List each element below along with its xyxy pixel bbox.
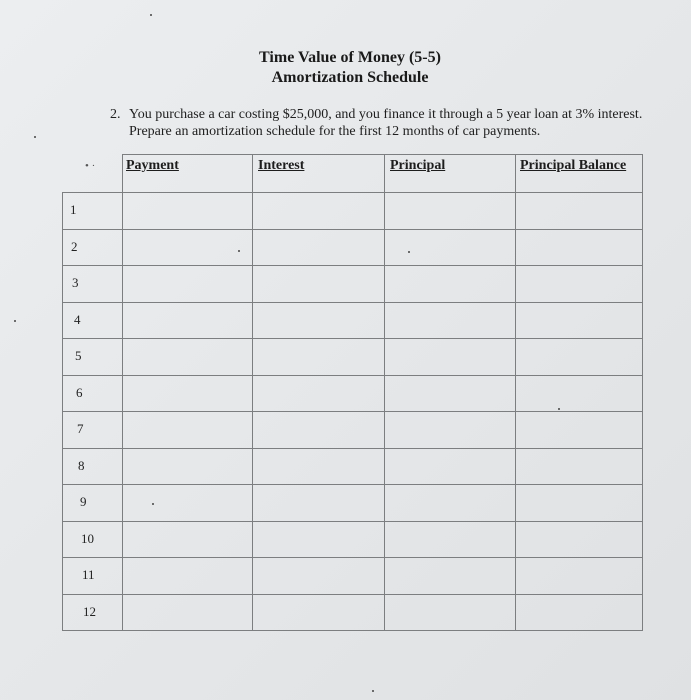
- row-divider: [62, 630, 642, 631]
- row-number: 5: [75, 348, 82, 363]
- column-header: Principal Balance: [520, 158, 627, 173]
- row-number: 7: [77, 421, 84, 436]
- row-divider: [62, 265, 642, 266]
- title-line-2: Amortization Schedule: [271, 69, 429, 86]
- row-number: 11: [82, 567, 95, 582]
- row-divider: [62, 411, 642, 412]
- paper-speck: [558, 408, 560, 410]
- column-divider: [252, 154, 253, 631]
- corner-mark: • ·: [85, 160, 96, 172]
- amortization-table: [62, 154, 642, 634]
- paper-speck: [408, 251, 410, 253]
- column-header: Payment: [126, 158, 179, 173]
- paper-speck: [152, 503, 154, 505]
- paper-speck: [150, 14, 152, 16]
- row-number: 4: [74, 312, 81, 327]
- column-divider: [384, 154, 385, 631]
- row-divider: [62, 557, 642, 558]
- problem-number: 2.: [110, 107, 121, 122]
- row-number: 3: [72, 275, 79, 290]
- column-divider: [515, 154, 516, 631]
- column-divider: [642, 154, 643, 631]
- paper-speck: [238, 250, 240, 252]
- row-number: 12: [83, 604, 96, 619]
- paper-speck: [34, 136, 36, 138]
- table-left-border: [62, 192, 63, 631]
- paper-speck: [372, 690, 374, 692]
- row-number: 10: [81, 531, 94, 546]
- problem-text: You purchase a car costing $25,000, and you finance it through a 5 year loan at 3% interest. Prepare an amortization schedule for the first 12 months of car payments.: [129, 107, 643, 139]
- column-header: Principal: [390, 158, 446, 173]
- column-header: Interest: [258, 158, 305, 173]
- title-line-1: Time Value of Money (5-5): [259, 49, 441, 66]
- row-divider: [62, 521, 642, 522]
- row-divider: [62, 338, 642, 339]
- row-number: 8: [78, 458, 85, 473]
- row-divider: [62, 229, 642, 230]
- row-divider: [62, 448, 642, 449]
- row-divider: [62, 484, 642, 485]
- page-title: [200, 48, 500, 88]
- problem-statement: [110, 106, 670, 140]
- row-number: 2: [71, 239, 78, 254]
- row-number: 6: [76, 385, 83, 400]
- column-divider: [122, 154, 123, 631]
- paper-speck: [14, 320, 16, 322]
- row-divider: [62, 594, 642, 595]
- row-divider: [62, 302, 642, 303]
- table-top-border: [122, 154, 642, 155]
- row-number: 1: [70, 202, 77, 217]
- header-divider: [62, 192, 642, 193]
- row-divider: [62, 375, 642, 376]
- row-number: 9: [80, 494, 87, 509]
